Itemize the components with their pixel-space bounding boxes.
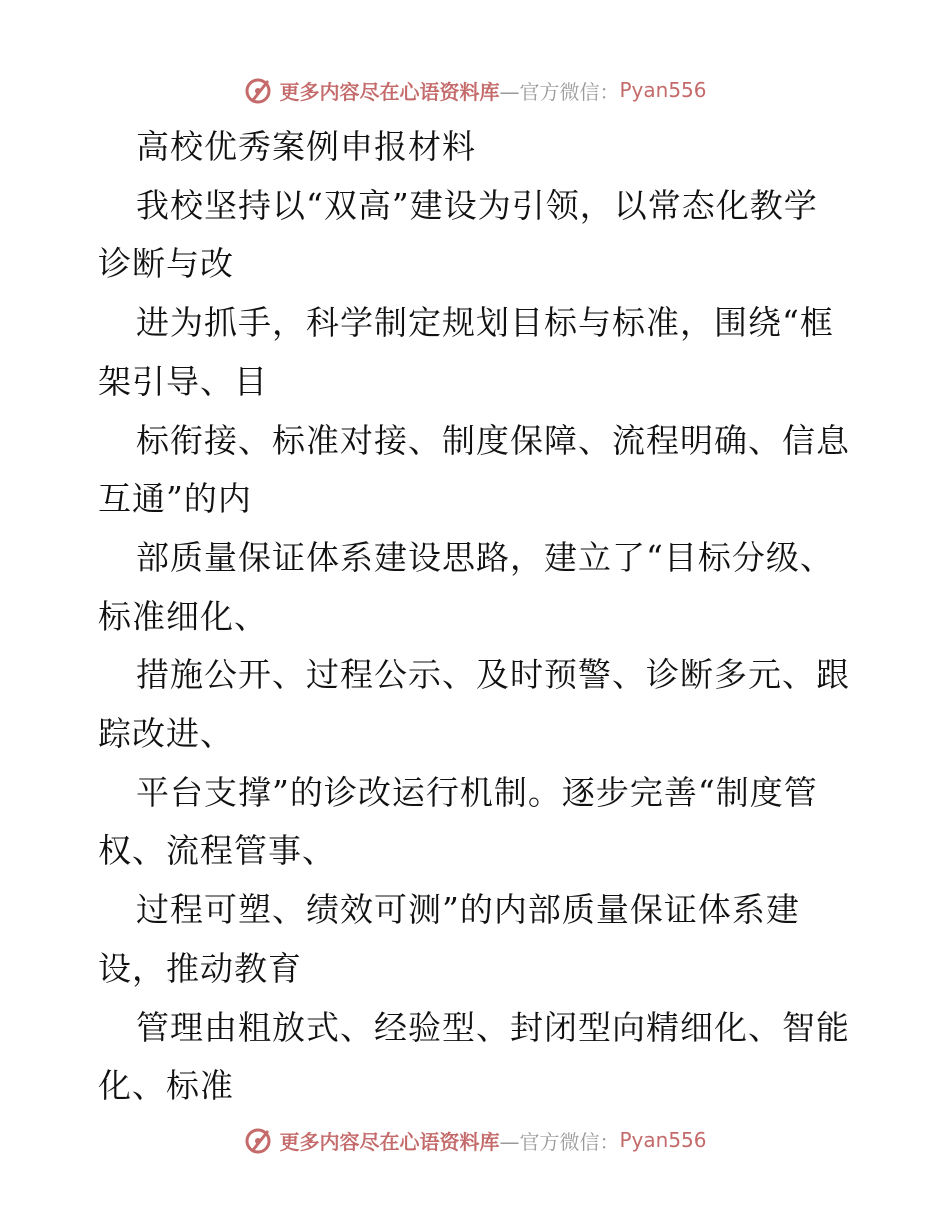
text-line: 设，推动教育 <box>98 948 302 988</box>
text-line: 进为抓手，科学制定规划目标与标准，围绕“框 <box>136 303 834 343</box>
quill-logo-icon <box>243 1125 273 1155</box>
watermark-text: 更多内容尽在心语资料库 <box>279 79 500 104</box>
text-line: 平台支撑”的诊改运行机制。逐步完善“制度管 <box>136 772 818 812</box>
text-line: 管理由粗放式、经验型、封闭型向精细化、智能 <box>136 1007 850 1047</box>
text-line: 标准细化、 <box>98 596 268 636</box>
text-line: 措施公开、过程公示、及时预警、诊断多元、跟 <box>136 655 850 695</box>
text-line: 权、流程管事、 <box>98 831 336 871</box>
text-line: 踪改进、 <box>98 714 234 754</box>
watermark-account: Pyan556 <box>619 1128 707 1152</box>
text-line: 诊断与改 <box>98 244 234 284</box>
text-line: 过程可塑、绩效可测”的内部质量保证体系建 <box>136 890 800 930</box>
watermark-separator: —官方微信： <box>499 79 620 104</box>
document-title: 高校优秀案例申报材料 <box>136 127 476 166</box>
text-line: 化、标准 <box>98 1066 234 1106</box>
text-line: 部质量保证体系建设思路，建立了“目标分级、 <box>136 537 834 577</box>
watermark-account: Pyan556 <box>619 78 707 102</box>
text-line: 互通”的内 <box>98 479 252 519</box>
text-line: 标衔接、标准对接、制度保障、流程明确、信息 <box>136 420 850 460</box>
text-line: 架引导、目 <box>98 361 268 401</box>
text-line: 我校坚持以“双高”建设为引领，以常态化教学 <box>136 185 818 225</box>
watermark-banner-bottom <box>0 1120 950 1160</box>
document-body <box>98 118 858 1116</box>
watermark-separator: —官方微信： <box>499 1129 620 1154</box>
watermark-banner-top <box>0 70 950 110</box>
quill-logo-icon <box>243 75 273 105</box>
watermark-text: 更多内容尽在心语资料库 <box>279 1129 500 1154</box>
